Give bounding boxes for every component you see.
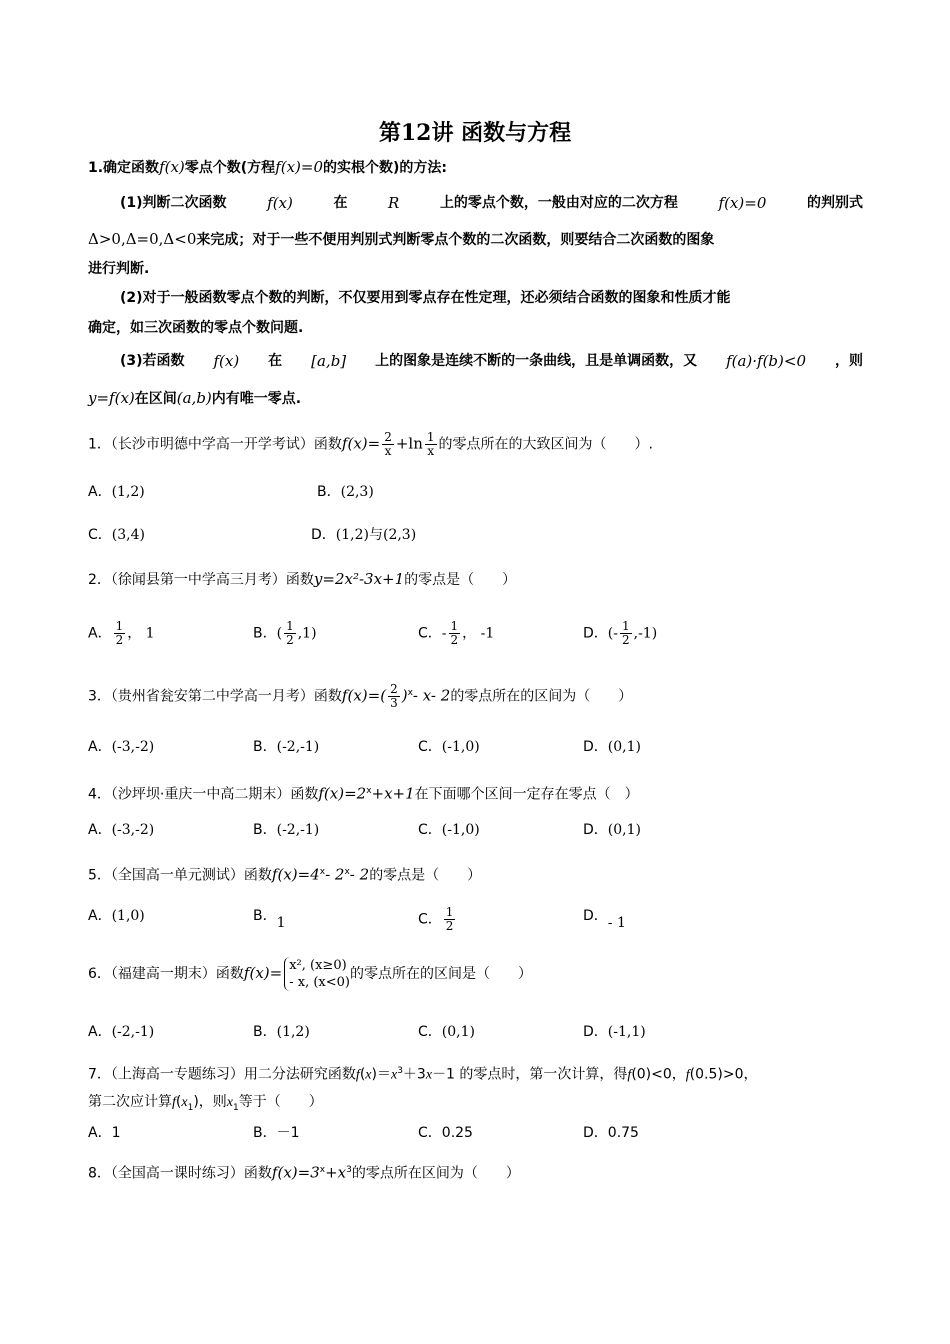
fraction: $\frac{1}{2}$ xyxy=(286,619,294,647)
fraction: $\frac{1}{2}$ xyxy=(445,905,454,933)
fraction: $\frac{1}{2}$ xyxy=(115,619,124,647)
question-7-option-a[interactable]: A．1 xyxy=(88,1125,121,1141)
question-2-option-d[interactable]: D．(- $\frac{1}{2}$ ,-1) xyxy=(583,619,658,647)
question-7-stem-line-1: 7．（上海高一专题练习）用二分法研究函数$f(x)=x^3+3x-1$ 的零点时，第一次计算，得f(0)<0，f(0.5)>0， xyxy=(88,1066,758,1083)
question-6-option-d[interactable]: D．(-1,1) xyxy=(583,1024,646,1040)
question-8-stem: 8．（全国高一课时练习）函数$f(x)=3^x+x^3$的零点所在区间为（ ） xyxy=(88,1163,520,1182)
page-title: 第12讲 函数与方程 xyxy=(378,120,572,146)
question-3-option-c[interactable]: C．(-1,0) xyxy=(418,739,480,755)
question-5-option-c[interactable]: C． $\frac{1}{2}$ xyxy=(418,905,454,933)
intro-paragraph-2-line-2: 确定，如三次函数的零点个数问题. xyxy=(88,320,304,336)
question-3-stem: 3．（贵州省瓮安第二中学高一月考）函数f(x)=( $\frac{2}{3}$ )$^x$- x- 2的零点所在的区间为（ ） xyxy=(88,682,633,711)
question-2-option-c[interactable]: C．- $\frac{1}{2}$ ， -1 xyxy=(418,619,495,647)
piecewise-brace: x², (x≥0) - x, (x<0) xyxy=(284,957,350,991)
intro-paragraph-1-line-2: Δ>0,Δ=0,Δ<0来完成；对于一些不便用判别式判断零点个数的二次函数，则要结合二次函数的图象 xyxy=(88,230,715,248)
question-3-option-a[interactable]: A．(-3,-2) xyxy=(88,739,155,755)
question-7-option-c[interactable]: C．0.25 xyxy=(418,1125,473,1141)
question-5-stem: 5．（全国高一单元测试）函数$f(x)=4^x-$ 2$^x$- 2的零点是（ ） xyxy=(88,865,482,884)
question-1-option-c[interactable]: C．(3,4) xyxy=(88,527,145,543)
question-2-option-a[interactable]: A． $\frac{1}{2}$ ， 1 xyxy=(88,619,155,647)
question-2-stem: 2．（徐闻县第一中学高三月考）函数y=2x²-3x+1的零点是（ ） xyxy=(88,570,517,588)
question-5-option-a[interactable]: A．(1,0) xyxy=(88,908,145,924)
intro-paragraph-1-line-1: (1)判断二次函数 f(x) 在 R 上的零点个数，一般由对应的二次方程 f(x)=0 的判别式 xyxy=(120,194,863,212)
intro-paragraph-3-line-2: y=f(x)在区间(a,b)内有唯一零点. xyxy=(88,389,302,407)
question-6-option-b[interactable]: B．(1,2) xyxy=(253,1024,310,1040)
intro-paragraph-3-line-1: (3)若函数 f(x) 在 [a,b] 上的图象是连续不断的一条曲线，且是单调函数，又 f(a)·f(b)<0 ，则 xyxy=(120,352,863,370)
question-4-option-d[interactable]: D．(0,1) xyxy=(583,822,641,838)
question-6-option-c[interactable]: C．(0,1) xyxy=(418,1024,475,1040)
question-6-option-a[interactable]: A．(-2,-1) xyxy=(88,1024,155,1040)
question-3-option-b[interactable]: B．(-2,-1) xyxy=(253,739,320,755)
question-3-option-d[interactable]: D．(0,1) xyxy=(583,739,641,755)
question-1-stem: 1．（长沙市明德中学高一开学考试）函数f(x)= $\frac{2}{x}$ +ln $\frac{1}{x}$ 的零点所在的大致区间为（ ）. xyxy=(88,430,653,458)
question-6-stem: 6．（福建高一期末）函数f(x)= x², (x≥0) - x, (x<0) 的零点所在的区间是（ ） xyxy=(88,958,532,990)
question-5-option-b[interactable]: B．1 xyxy=(253,908,286,931)
intro-paragraph-1-line-3: 进行判断. xyxy=(88,261,150,277)
question-5-option-d[interactable]: D．- 1 xyxy=(583,908,626,931)
question-1-option-d[interactable]: D．(1,2)与(2,3) xyxy=(311,527,417,543)
intro-paragraph-2-line-1: (2)对于一般函数零点个数的判断，不仅要用到零点存在性定理，还必须结合函数的图象和性质才能 xyxy=(120,290,731,306)
fraction: $\frac{2}{3}$ xyxy=(390,682,398,711)
intro-heading: 1.确定函数f(x)零点个数(方程f(x)=0的实根个数)的方法: xyxy=(88,158,448,176)
question-7-option-d[interactable]: D．0.75 xyxy=(583,1125,639,1141)
question-4-option-c[interactable]: C．(-1,0) xyxy=(418,822,480,838)
question-1-option-b[interactable]: B．(2,3) xyxy=(317,484,374,500)
fraction: $\frac{1}{2}$ xyxy=(450,619,459,647)
fraction: $\frac{1}{x}$ xyxy=(426,430,435,458)
question-7-option-b[interactable]: B．－1 xyxy=(253,1125,300,1141)
fraction: $\frac{1}{2}$ xyxy=(621,619,630,647)
question-4-option-a[interactable]: A．(-3,-2) xyxy=(88,822,155,838)
question-2-option-b[interactable]: B．( $\frac{1}{2}$ ,1) xyxy=(253,619,317,647)
question-1-option-a[interactable]: A．(1,2) xyxy=(88,484,145,500)
question-7-stem-line-2: 第二次应计算$f(x_1)$，则$x_1$等于（ ） xyxy=(88,1094,323,1113)
fraction: $\frac{2}{x}$ xyxy=(384,430,392,458)
question-4-stem: 4．（沙坪坝·重庆一中高二期末）函数$f(x)=2^x+x+1$在下面哪个区间一定存在零点（ ） xyxy=(88,784,639,803)
question-4-option-b[interactable]: B．(-2,-1) xyxy=(253,822,320,838)
